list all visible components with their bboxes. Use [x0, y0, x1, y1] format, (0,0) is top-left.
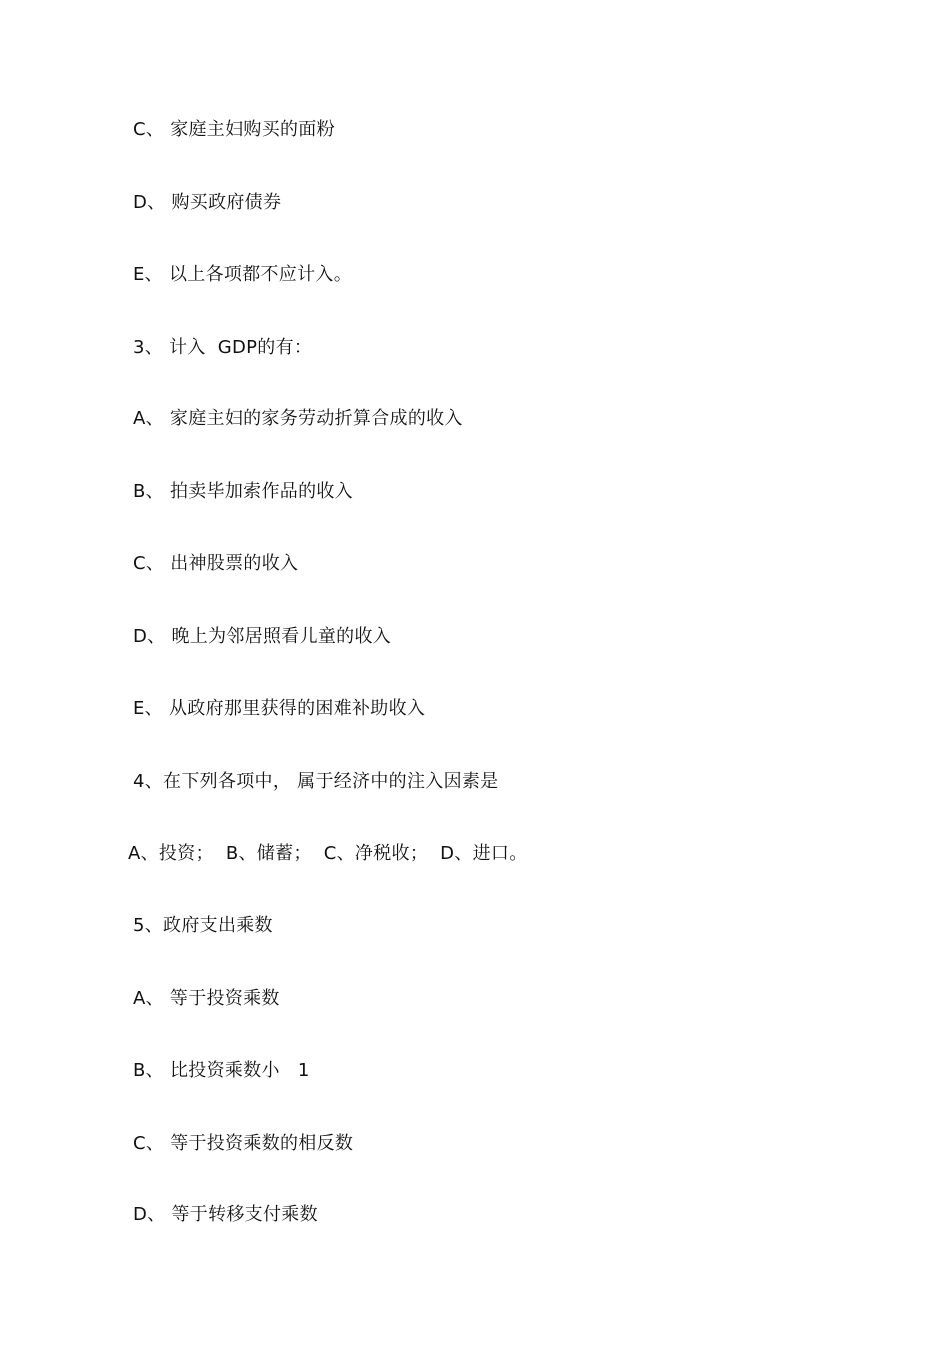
question-5: 5、政府支出乘数 [133, 915, 273, 936]
option-d-babysitting: D、 晚上为邻居照看儿童的收入 [133, 626, 392, 647]
option-d-transfer: D、 等于转移支付乘数 [133, 1204, 318, 1225]
option-b-auction: B、 拍卖毕加索作品的收入 [133, 481, 353, 502]
question-3: 3、 计入 GDP的有： [133, 337, 313, 358]
option-e-subsidy: E、 从政府那里获得的困难补助收入 [133, 698, 426, 719]
option-e-none: E、 以上各项都不应计入。 [133, 264, 352, 285]
option-b-smaller: B、 比投资乘数小 1 [133, 1060, 310, 1081]
option-a-equal: A、 等于投资乘数 [133, 988, 280, 1009]
question-4: 4、在下列各项中， 属于经济中的注入因素是 [133, 771, 499, 792]
option-d-bonds: D、 购买政府债券 [133, 192, 282, 213]
option-c-stock: C、 出神股票的收入 [133, 553, 299, 574]
option-c-flour: C、 家庭主妇购买的面粉 [133, 119, 335, 140]
option-a-housework: A、 家庭主妇的家务劳动折算合成的收入 [133, 408, 463, 429]
question-4-options: A、投资； B、储蓄； C、净税收； D、进口。 [128, 843, 528, 864]
option-c-opposite: C、 等于投资乘数的相反数 [133, 1133, 354, 1154]
